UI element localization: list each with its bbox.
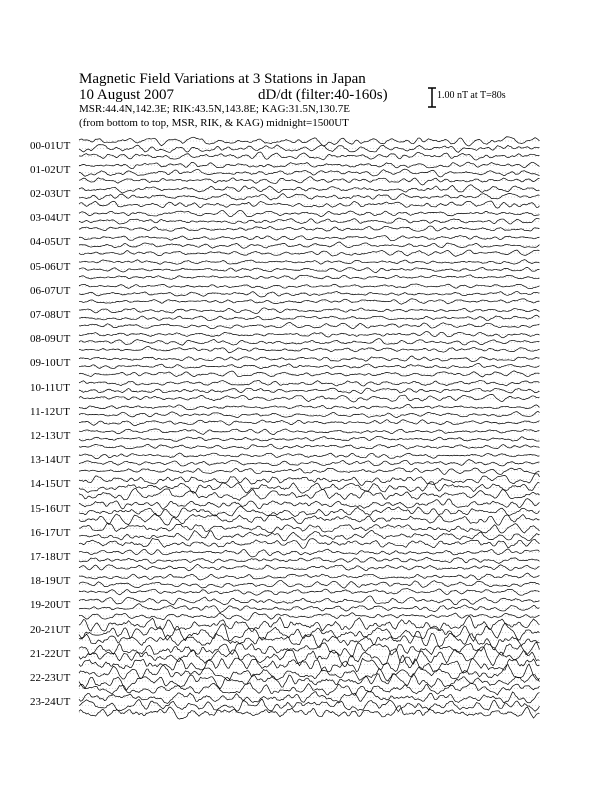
trace-msr: [79, 631, 540, 650]
hour-label: 18-19UT: [30, 575, 71, 588]
trace-msr: [79, 420, 540, 426]
trace-kag: [79, 549, 540, 557]
trace-rik: [79, 193, 540, 200]
trace-kag: [79, 616, 540, 631]
scale-bar: [428, 88, 436, 107]
hour-label: 13-14UT: [30, 454, 71, 467]
station-coordinates: MSR:44.4N,142.3E; RIK:43.5N,143.8E; KAG:31.5N,130.7E: [79, 103, 351, 115]
date-label: 10 August 2007: [79, 87, 175, 103]
trace-kag: [79, 691, 540, 703]
filter-label: dD/dt (filter:40-160s): [258, 87, 388, 103]
trace-rik: [79, 339, 540, 346]
trace-rik: [79, 436, 540, 441]
hour-label: 04-05UT: [30, 236, 71, 249]
trace-msr: [79, 655, 540, 673]
trace-kag: [79, 429, 540, 435]
hour-label: 11-12UT: [30, 405, 70, 418]
trace-rik: [79, 460, 540, 466]
trace-rik: [79, 388, 540, 394]
trace-kag: [79, 596, 540, 605]
trace-kag: [79, 474, 540, 485]
trace-msr: [79, 613, 540, 621]
hour-label: 20-21UT: [30, 623, 71, 636]
trace-rik: [79, 267, 540, 272]
hour-label: 22-23UT: [30, 672, 71, 684]
trace-msr: [79, 683, 540, 696]
chart-title: Magnetic Field Variations at 3 Stations in Japan: [79, 71, 366, 87]
trace-msr: [79, 177, 540, 185]
hour-label: 07-08UT: [30, 309, 71, 321]
hour-label: 23-24UT: [30, 696, 71, 709]
hour-label: 21-22UT: [30, 647, 71, 660]
trace-msr: [79, 201, 540, 208]
hour-label: 05-06UT: [30, 260, 71, 273]
station-order-note: (from bottom to top, MSR, RIK, & KAG) midnight=1500UT: [79, 117, 349, 129]
hour-label: 03-04UT: [30, 212, 71, 225]
hour-label: 19-20UT: [30, 599, 71, 612]
trace-rik: [79, 411, 540, 417]
trace-kag: [79, 308, 540, 314]
trace-msr: [79, 226, 540, 231]
hour-label: 06-07UT: [30, 284, 71, 297]
trace-msr: [79, 250, 540, 256]
hour-label: 10-11UT: [30, 381, 70, 394]
scale-bar-label: 1.00 nT at T=80s: [437, 90, 506, 101]
trace-rik: [79, 363, 540, 368]
hour-label: 15-16UT: [30, 502, 71, 515]
trace-rik: [79, 604, 540, 613]
trace-msr: [79, 468, 540, 474]
trace-kag: [79, 162, 540, 168]
trace-rik: [79, 291, 540, 297]
trace-group: [79, 137, 540, 719]
hour-label: 17-18UT: [30, 551, 71, 563]
trace-rik: [79, 557, 540, 563]
hour-label: 02-03UT: [30, 188, 71, 200]
trace-msr: [79, 346, 540, 352]
trace-rik: [79, 169, 540, 177]
hour-label: 01-02UT: [30, 163, 71, 176]
trace-msr: [79, 299, 540, 304]
trace-rik: [79, 242, 540, 248]
trace-kag: [79, 236, 540, 241]
trace-kag: [79, 185, 540, 193]
hour-label: 16-17UT: [30, 526, 71, 539]
trace-kag: [79, 523, 540, 533]
hour-label: 09-10UT: [30, 357, 71, 370]
trace-msr: [79, 488, 540, 500]
hour-label: 14-15UT: [30, 478, 71, 491]
hour-label: 08-09UT: [30, 333, 71, 346]
trace-kag: [79, 137, 540, 146]
trace-rik: [79, 580, 540, 588]
hour-label: 12-13UT: [30, 430, 71, 442]
hour-label: 00-01UT: [30, 139, 71, 152]
